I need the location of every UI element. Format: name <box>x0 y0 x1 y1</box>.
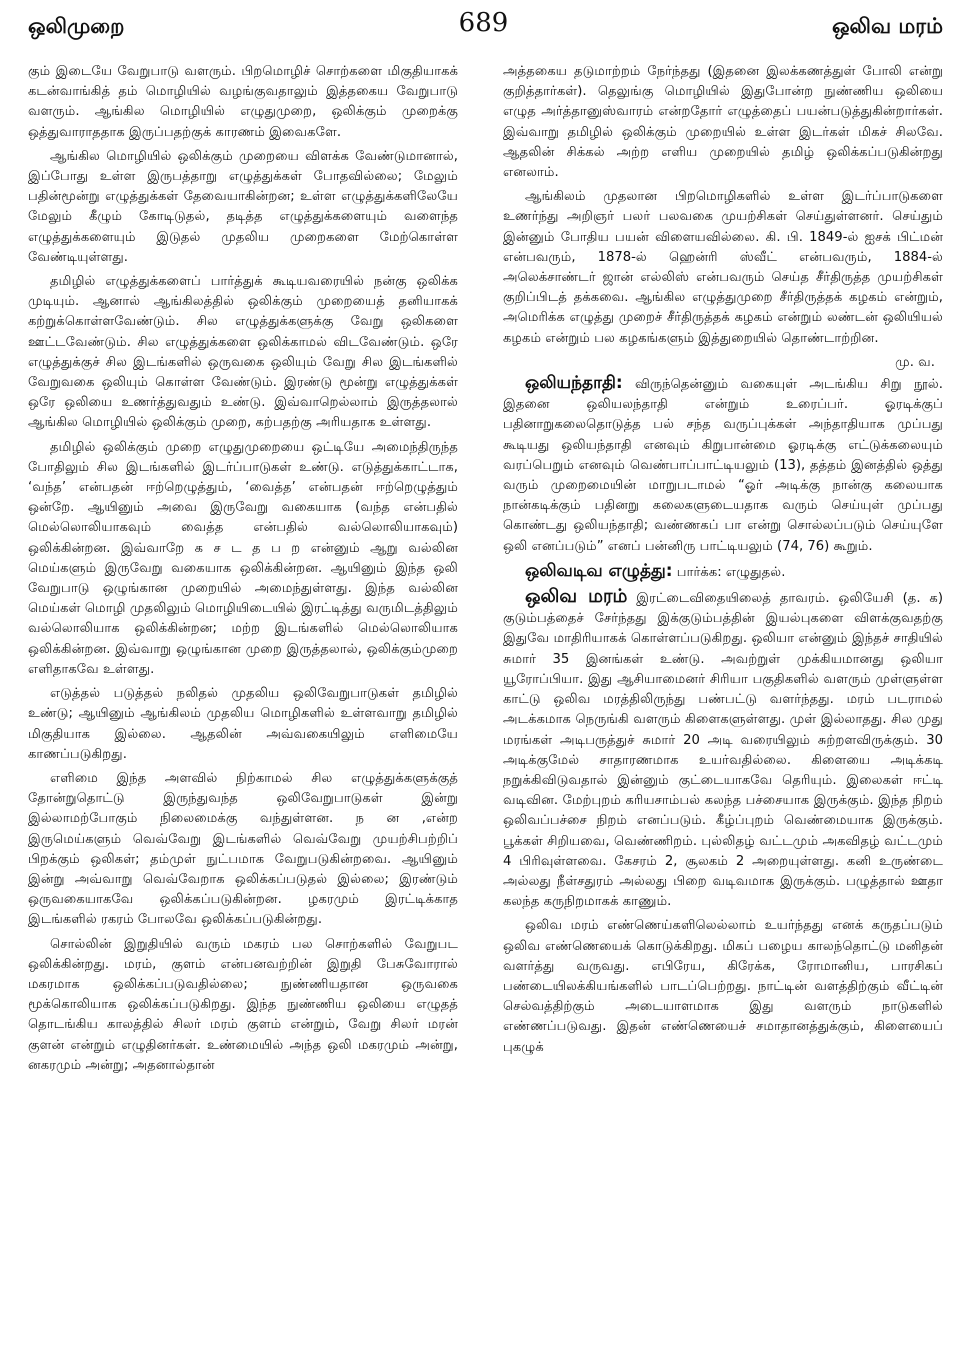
entry-heading: ஒலிவடிவ எழுத்து: <box>525 560 673 581</box>
entry-text: பார்க்க: எழுதுதல். <box>676 564 786 580</box>
right-column <box>503 62 943 1352</box>
entry-text: விருந்தென்னும் வகையுள் அடங்கிய சிறு நூல். இதனை ஒலியலந்தாதி என்றும் உரைப்பர். ஓரடிக்குப் பதினாறுகலைதொடுத்த பல் சந்த வருப்புக்கள் அந்தாதியாக முப்பது கூடியது ஒலியந்தாதி எனவும் கிறுபான்மை ஓரடிக்கு எட்டுக்கலையும் வரப்பெறும் எனவும் வெண்பாப்பாட்டியலும் (13), தத்தம் இனத்தில் ஒத்து வரும் முறைமையின் மாறுபடாமல் “ஓர் அடிக்கு நான்கு கலையாக நான்கடிக்கும் பதினறு கலைகளுடையதாக வரும் செய்யுள் முப்பது கொண்டது ஒலியந்தாதி; வண்ணகப் பா என்று சொல்லப்படும் செய்யுளே ஒலி எனப்படும்” எனப் பன்னிரு பாட்டியலும் (74, 76) கூறும். <box>503 377 943 554</box>
paragraph: கும் இடையே வேறுபாடு வளரும். பிறமொழிச் சொற்களை மிகுதியாகக் கடன்வாங்கித் தம் மொழியில் வழங்குவதாலும் இத்தகைய வேறுபாடு வளரும். ஆங்கில மொழியில் எழுதுமுறை, ஒலிக்கும் முறைக்கு ஒத்துவாராததாக இருப்பதற்குக் காரணம் இவைகளே. <box>28 64 458 140</box>
paragraph: ஒலிவ மரம் எண்ணெய்களிலெல்லாம் உயர்ந்தது எனக் கருதப்படும் ஒலிவ எண்ணெயைக் கொடுக்கிறது. மிகப் பழைய காலந்தொட்டு மனிதன் வளர்த்து வருவது. எபிரேய, கிரேக்க, ரோமானிய, பாரசிகப் பண்டையிலக்கியங்களில் பாடப்பெற்றது. நாட்டின் வளத்திற்கும் வீட்டின் செல்வத்திற்கும் அடையாளமாக இது வளரும் நாடுகளில் எண்ணப்படுவது. இதன் எண்ணெயைச் சமாதானத்துக்கும், கிளையைப் புகழுக் <box>503 918 943 1055</box>
paragraph: ஆங்கில மொழியில் ஒலிக்கும் முறையை விளக்க வேண்டுமானால், இப்போது உள்ள இருபத்தாறு எழுத்துக்கள் போதவில்லை; மேலும் பதின்மூன்று எழுத்துக்கள் தேவையாகின்றன; உள்ள எழுத்துக்களிலேயே மேலும் கீழும் கோடிடுதல், தடித்த எழுத்துக்களையும் வளைந்த எழுத்துக்களையும் இடுதல் முதலிய முறைகளை மேற்கொள்ள வேண்டியுள்ளது. <box>28 148 458 265</box>
left-column <box>28 62 458 1352</box>
paragraph: சொல்லின் இறுதியில் வரும் மகரம் பல சொற்களில் வேறுபட ஒலிக்கின்றது. மரம், குளம் என்பனவற்றின் இறுதி பேசுவோரால் மகரமாக ஒலிக்கப்படுவதில்லை; நுண்ணியதான ஒருவகை மூக்கொலியாக ஒலிக்கப்படுகிறது. இந்த நுண்ணிய ஒலியை எழுதத் தொடங்கிய காலத்தில் சிலர் மரம் குளம் என்றும், வேறு சிலர் மரன் குளன் என்றும் எழுதினர்கள். உண்மையில் அந்த ஒலி மகரமும் அன்று, னகரமும் அன்று; அதனால்தான் <box>28 936 458 1073</box>
entry-oliva-maram <box>503 587 943 912</box>
paragraph: அத்தகைய தடுமாற்றம் நேர்ந்தது (இதனை இலக்கணத்துள் போலி என்று குறித்தார்கள்). தெலுங்கு மொழியில் இதுபோன்ற நுண்ணிய ஒலியை எழுத அர்த்தானுஸ்வாரம் என்றதோர் எழுத்தைப் பயன்படுத்துகின்றார்கள். இவ்வாறு தமிழில் ஒலிக்கும் முறையில் உள்ள இடர்கள் மிகச் சிலவே. ஆதலின் சிக்கல் அற்ற எளிய முறையில் தமிழ் ஒலிக்கப்படுகின்றது எனலாம். <box>503 64 943 181</box>
paragraph: ஆங்கிலம் முதலான பிறமொழிகளில் உள்ள இடர்ப்பாடுகளை உணர்ந்து அறிஞர் பலர் பலவகை முயற்சிகள் செய்துள்ளனர். செய்தும் இன்னும் போதிய பயன் விளையவில்லை. கி. பி. 1849-ல் ஐசக் பிட்மன் என்பவரும், 1878-ல் ஹென்ரி ஸ்வீட் என்பவரும், 1884-ல் அலெக்சாண்டர் ஜான் எல்லிஸ் என்பவரும் செய்த சீர்திருத்த முயற்சிகள் குறிப்பிடத் தக்கவை. ஆங்கில எழுத்துமுறை சீர்திருத்தக் கழகம் என்றும், அமெரிக்க எழுத்து முறைச் சீர்திருத்தக் கழகம் என்றும் லண்டன் ஒலியியல் கழகம் என்றும் பல கழகங்களும் இத்துறையில் தொண்டாற்றின. <box>503 189 943 346</box>
page-number: 689 <box>458 8 509 38</box>
running-head-left: ஒலிமுறை <box>28 14 125 38</box>
paragraph: எளிமை இந்த அளவில் நிற்காமல் சில எழுத்துக்களுக்குத் தோன்றுதொட்டு இருந்துவந்த ஒலிவேறுபாடுகள் இன்று இல்லாமற்போகும் நிலைமைக்கு வந்துள்ளன. ந ன ,என்ற இருமெய்களும் வெவ்வேறு இடங்களில் வெவ்வேறு முயற்சிபற்றிப் பிறக்கும் ஒலிகள்; தம்முள் நுட்பமாக வேறுபடுகின்றவை. ஆயினும் இன்று அவ்வாறு வெவ்வேறாக ஒலிக்கப்படுதல் இல்லை; இரண்டும் ஒருவகையாகவே ஒலிக்கப்படுகின்றன. ழகரமும் இரட்டிக்காத இடங்களில் ரகரம் போலவே ஒலிக்கப்படுகின்றது. <box>28 770 458 928</box>
entry-olivadiva-ezhuthu <box>503 561 943 583</box>
paragraph: எடுத்தல் படுத்தல் நலிதல் முதலிய ஒலிவேறுபாடுகள் தமிழில் உண்டு; ஆயினும் ஆங்கிலம் முதலிய மொழிகளில் உள்ளவாறு தமிழில் மிகுதியாக இல்லை. ஆதலின் அவ்வகையிலும் எளிமையே காணப்படுகிறது. <box>28 686 458 762</box>
entry-heading: ஒலியந்தாதி: <box>525 373 623 394</box>
page-header <box>0 8 967 48</box>
author-signature: மு. வ. <box>895 354 935 370</box>
running-head-right: ஒலிவ மரம் <box>831 14 943 38</box>
entry-heading: ஒலிவ மரம் <box>525 586 628 608</box>
paragraph: தமிழில் ஒலிக்கும் முறை எழுதுமுறையை ஒட்டியே அமைந்திருந்த போதிலும் சில இடங்களில் இடர்ப்பாடுகள் உண்டு. எடுத்துக்காட்டாக, ‘வந்த’ என்பதன் ஈற்றெழுத்தும், ‘வைத்த’ என்பதன் ஈற்றெழுத்தும் ஒன்றே. ஆயினும் அவை இருவேறு வகையாக (வந்த என்பதில் மெல்லொலியாகவும் வைத்த என்பதில் வல்லொலியாகவும்) ஒலிக்கின்றன. இவ்வாறே க ச ட த ப ற என்னும் ஆறு வல்லின மெய்களும் இருவேறு வகையாக ஒலிக்கின்றன. ஆயினும் இந்த ஒலி வேறுபாடு ஒழுங்கான முறையில் அமைந்துள்ளது. இந்த வல்லின மெய்கள் மொழி முதலிலும் மொழியிடையில் இரட்டித்து வருமிடத்திலும் வல்லொலியாக ஒலிக்கின்றன; மற்ற இடங்களில் மெல்லொலியாக ஒலிக்கின்றன. இவ்வாறு ஒழுங்கான முறை இருத்தலால், ஒலிக்கும்முறை எளிதாகவே உள்ளது. <box>28 439 458 677</box>
entry-text: இரட்டைவிதையிலைத் தாவரம். ஒலியேசி (த. க) குடும்பத்தைச் சேர்ந்தது இக்குடும்பத்தின் இயல்புகளை விளக்குவதற்கு இதுவே மாதிரியாகக் கொள்ளப்படுகிறது. ஒலியா என்னும் இந்தச் சாதியில் சுமார் 35 இனங்கள் உண்டு. அவற்றுள் முக்கியமானது ஒலியா யூரோப்பியா. இது ஆசியாமைனர் சிரியா பகுதிகளில் வளரும் முள்ளுள்ள காட்டு ஒலிவ மரத்திலிருந்து பண்பட்டு வளர்ந்தது. மரம் படராமல் அடக்கமாக நெருங்கி வளரும் கிளைகளுள்ளது. முள் இல்லாதது. சில முது மரங்கள் அடிபருத்துச் சுமார் 20 அடி வரையிலும் சுற்றளவிருக்கும். 30 அடிக்குமேல் சாதாரணமாக உயர்வதில்லை. கிளையை அடிக்கடி நறுக்கிவிடுவதால் இன்னும் குட்டையாகவே தெரியும். இலைகள் ஈட்டி வடிவின. மேற்புறம் கரியசாம்பல் கலந்த பச்சையாக இருக்கும். இந்த நிறம் ஒலிவப்பச்சை நிறம் எனப்படும். கீழ்ப்புறம் வெண்மையாக இருக்கும். பூக்கள் சிறியவை, வெண்ணிறம். புல்லிதழ் வட்டமும் அகவிதழ் வட்டமும் 4 பிரிவுள்ளவை. கேசரம் 2, சூலகம் 2 அறையுள்ளது. கனி உருண்டை அல்லது நீள்சதுரம் அல்லது பிறை வடிவமாக இருக்கும். பழுத்தால் ஊதா கலந்த கருநிறமாகக் காணும். <box>503 591 943 910</box>
entry-oliyanthathi <box>503 373 943 557</box>
paragraph: தமிழில் எழுத்துக்களைப் பார்த்துக் கூடியவரையில் நன்கு ஒலிக்க முடியும். ஆனால் ஆங்கிலத்தில் ஒலிக்கும் முறையைத் தனியாகக் கற்றுக்கொள்ளவேண்டும். சில எழுத்துக்களுக்கு வேறு ஒலிகளை ஊட்டவேண்டும். சில எழுத்துக்களை ஒலிக்காமல் விடவேண்டும். ஒரே எழுத்துக்குச் சில இடங்களில் ஒருவகை ஒலியும் வேறு சில இடங்களில் வேறுவகை ஒலியும் கொள்ள வேண்டும். இரண்டு மூன்று எழுத்துக்கள் ஒரே ஒலியை உணர்த்துவதும் உண்டு. இவ்வாறெல்லாம் இருத்தலால் ஆங்கில மொழியில் ஒலிக்கும் முறை, கற்பதற்கு அரியதாக உள்ளது. <box>28 274 458 431</box>
